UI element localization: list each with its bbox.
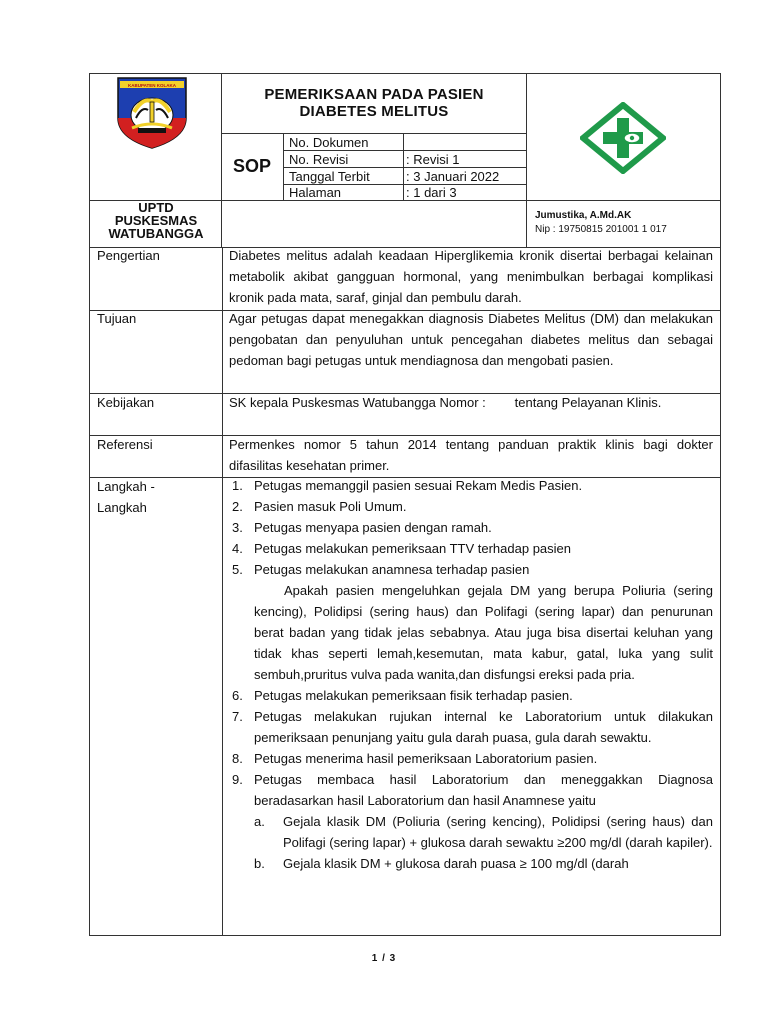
label-langkah — [97, 476, 155, 518]
step-text: Petugas membaca hasil Laboratorium dan meneggakkan Diagnosa beradasarkan hasil Laboratorium dan hasil Anamnese yaitu — [254, 772, 713, 808]
step-text: Petugas menerima hasil pemeriksaan Laboratorium pasien. — [254, 751, 598, 766]
step-number: 7. — [232, 709, 243, 724]
meta-label-document: No. Dokumen — [289, 135, 369, 150]
list-item — [229, 517, 713, 538]
text-tujuan: Agar petugas dapat menegakkan diagnosis Diabetes Melitus (DM) dan melakukan pengobatan dan penyuluhan untuk pencegahan diabetes melitus dan sebagai pedoman bagi petugas untuk mendiagnosa dan mengobati pasien. — [229, 311, 713, 368]
district-logo-text: KABUPATEN KOLAKA — [127, 83, 177, 88]
step-detail-paragraph: Apakah pasien mengeluhkan gejala DM yang berupa Poliuria (sering kencing), Polidipsi (sering haus) dan Polifagi (sering lapar) dan penurunan berat badan yang tidak jelas sebabnya. Atau juga bisa disertai keluhan yang tidak khas seperti lemah,kesemutan, mata kabur, gatal, luka yang sulit sembuh,pruritus vulva pada wanita,dan disfungsi ereksi pada pria. — [254, 583, 713, 682]
step-number: 6. — [232, 688, 243, 703]
header-divider — [221, 133, 526, 134]
table-column-divider — [222, 248, 223, 936]
signer-name: Jumustika, A.Md.AK — [535, 210, 632, 221]
title-line-1: PEMERIKSAAN PADA PASIEN — [264, 86, 484, 103]
label-kebijakan: Kebijakan — [97, 395, 155, 410]
text-referensi: Permenkes nomor 5 tahun 2014 tentang panduan praktik klinis bagi dokter difasilitas kesehatan primer. — [229, 437, 713, 473]
step-text: Petugas melakukan pemeriksaan TTV terhadap pasien — [254, 541, 572, 556]
step-number: 1. — [232, 478, 243, 493]
sub-list-item — [229, 853, 713, 874]
step-text: Petugas memanggil pasien sesuai Rekam Medis Pasien. — [254, 478, 583, 493]
page-indicator: 1 / 3 — [371, 953, 397, 964]
step-number: 2. — [232, 499, 243, 514]
header-divider — [526, 73, 527, 248]
meta-row-line — [283, 150, 526, 151]
list-item — [229, 559, 713, 580]
list-item — [229, 685, 713, 706]
unit-line-3: WATUBANGGA — [108, 226, 204, 241]
sop-label: SOP — [232, 156, 271, 176]
signer-nip: Nip : 19750815 201001 1 017 — [535, 224, 667, 235]
step-text: Petugas menyapa pasien dengan ramah. — [254, 520, 492, 535]
list-item — [229, 748, 713, 769]
label-referensi: Referensi — [97, 437, 153, 452]
unit-line-1: UPTD — [138, 200, 174, 215]
step-number: 3. — [232, 520, 243, 535]
sub-list-item — [229, 811, 713, 853]
list-item — [229, 496, 713, 517]
meta-label-date: Tanggal Terbit — [289, 169, 370, 184]
step-text: Pasien masuk Poli Umum. — [254, 499, 407, 514]
text-pengertian: Diabetes melitus adalah keadaan Hiperglikemia kronik disertai berbagai kelainan metabolik akibat gangguan hormonal, yang menimbulkan berbagai komplikasi kronik pada mata, saraf, ginjal dan pembulu darah. — [229, 248, 713, 305]
step-text: Petugas melakukan anamnesa terhadap pasien — [254, 562, 530, 577]
table-border-left — [89, 248, 90, 936]
list-item — [229, 769, 713, 811]
title-line-2: DIABETES MELITUS — [299, 103, 449, 120]
step-number: 5. — [232, 562, 243, 577]
meta-value-revision: : Revisi 1 — [406, 152, 460, 167]
sub-item-letter: a. — [254, 814, 265, 829]
table-border-bottom — [89, 935, 721, 936]
sub-item-letter: b. — [254, 856, 265, 871]
sub-item-text: Gejala klasik DM (Poliuria (sering kencing), Polidipsi (sering haus) dan Polifagi (sering lapar) + glukosa darah sewaktu ≥200 mg/dl (darah kapiler). — [283, 814, 713, 850]
list-item — [229, 706, 713, 748]
step-text: Petugas melakukan pemeriksaan fisik terhadap pasien. — [254, 688, 573, 703]
text-kebijakan: SK kepala Puskesmas Watubangga Nomor : tentang Pelayanan Klinis. — [229, 395, 662, 410]
table-border-right — [720, 248, 721, 936]
meta-label-page: Halaman — [289, 185, 342, 200]
label-pengertian: Pengertian — [97, 248, 160, 263]
step-text: Petugas melakukan rujukan internal ke Laboratorium untuk dilakukan pemeriksaan penunjang yaitu gula darah puasa, gula darah sewaktu. — [254, 709, 713, 745]
label-langkah-line-1: Langkah - — [97, 479, 155, 494]
unit-name — [90, 201, 222, 240]
meta-label-revision: No. Revisi — [289, 152, 349, 167]
label-langkah-line-2: Langkah — [97, 500, 147, 515]
puskesmas-logo-icon — [580, 102, 666, 174]
label-tujuan: Tujuan — [97, 311, 137, 326]
step-number: 4. — [232, 541, 243, 556]
meta-value-page: : 1 dari 3 — [406, 185, 457, 200]
list-item — [229, 538, 713, 559]
meta-row-line — [283, 167, 526, 168]
steps-list — [229, 475, 713, 874]
list-item — [229, 475, 713, 496]
unit-line-2: PUSKESMAS — [114, 213, 198, 228]
meta-value-date: : 3 Januari 2022 — [406, 169, 500, 184]
district-logo-icon — [112, 72, 192, 152]
document-title — [222, 86, 526, 120]
step-number: 9. — [232, 772, 243, 787]
sub-item-text: Gejala klasik DM + glukosa darah puasa ≥ 100 mg/dl (darah — [283, 856, 629, 871]
step-number: 8. — [232, 751, 243, 766]
